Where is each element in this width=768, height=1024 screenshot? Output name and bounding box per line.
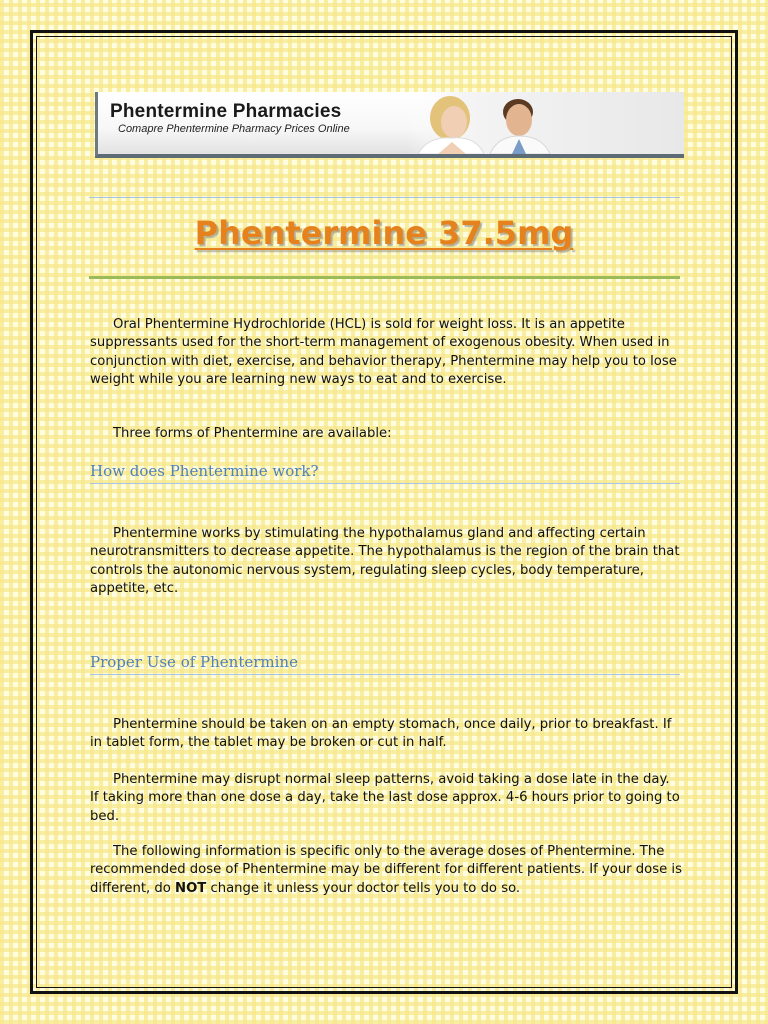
page-title: Phentermine 37.5mg xyxy=(194,214,574,252)
pharmacy-banner xyxy=(95,92,684,158)
banner-people-photo xyxy=(408,92,684,154)
dose-text-end: change it unless your doctor tells you to do so. xyxy=(206,880,521,896)
proper-use-paragraph-2: Phentermine may disrupt normal sleep patterns, avoid taking a dose late in the day. If taking more than one dose a day, take the last dose approx. 4-6 hours prior to going to bed. xyxy=(90,772,680,824)
dose-text-start: The following information is specific only to the average doses of Phentermine. The recommended dose of Phentermine may be different for different patients. If your dose is different, do xyxy=(90,844,682,896)
dose-text-not: NOT xyxy=(175,880,207,896)
title-divider xyxy=(89,276,680,279)
intro-paragraph: Oral Phentermine Hydrochloride (HCL) is sold for weight loss. It is an appetite suppressants used for the short-term management of exogenous obesity. When used in conjunction with diet, exercise, and behavior therapy, Phentermine may help you to lose weight while you are learning new ways to eat and to exercise. xyxy=(90,317,677,387)
proper-use-paragraph-1: Phentermine should be taken on an empty stomach, once daily, prior to breakfast. If in tablet form, the tablet may be broken or cut in half. xyxy=(90,717,672,751)
top-divider xyxy=(89,197,680,198)
how-it-works-paragraph: Phentermine works by stimulating the hypothalamus gland and affecting certain neurotransmitters to decrease appetite. The hypothalamus is the region of the brain that controls the autonomic nervous system, regulating sleep cycles, body temperature, appetite, etc. xyxy=(90,526,680,596)
heading-proper-use: Proper Use of Phentermine xyxy=(90,653,680,675)
heading-how-it-works: How does Phentermine work? xyxy=(90,462,680,484)
banner-subtitle: Comapre Phentermine Pharmacy Prices Online xyxy=(118,123,350,135)
banner-title: Phentermine Pharmacies xyxy=(110,101,342,122)
proper-use-paragraph-3 xyxy=(90,843,682,898)
forms-paragraph: Three forms of Phentermine are available: xyxy=(113,426,392,441)
